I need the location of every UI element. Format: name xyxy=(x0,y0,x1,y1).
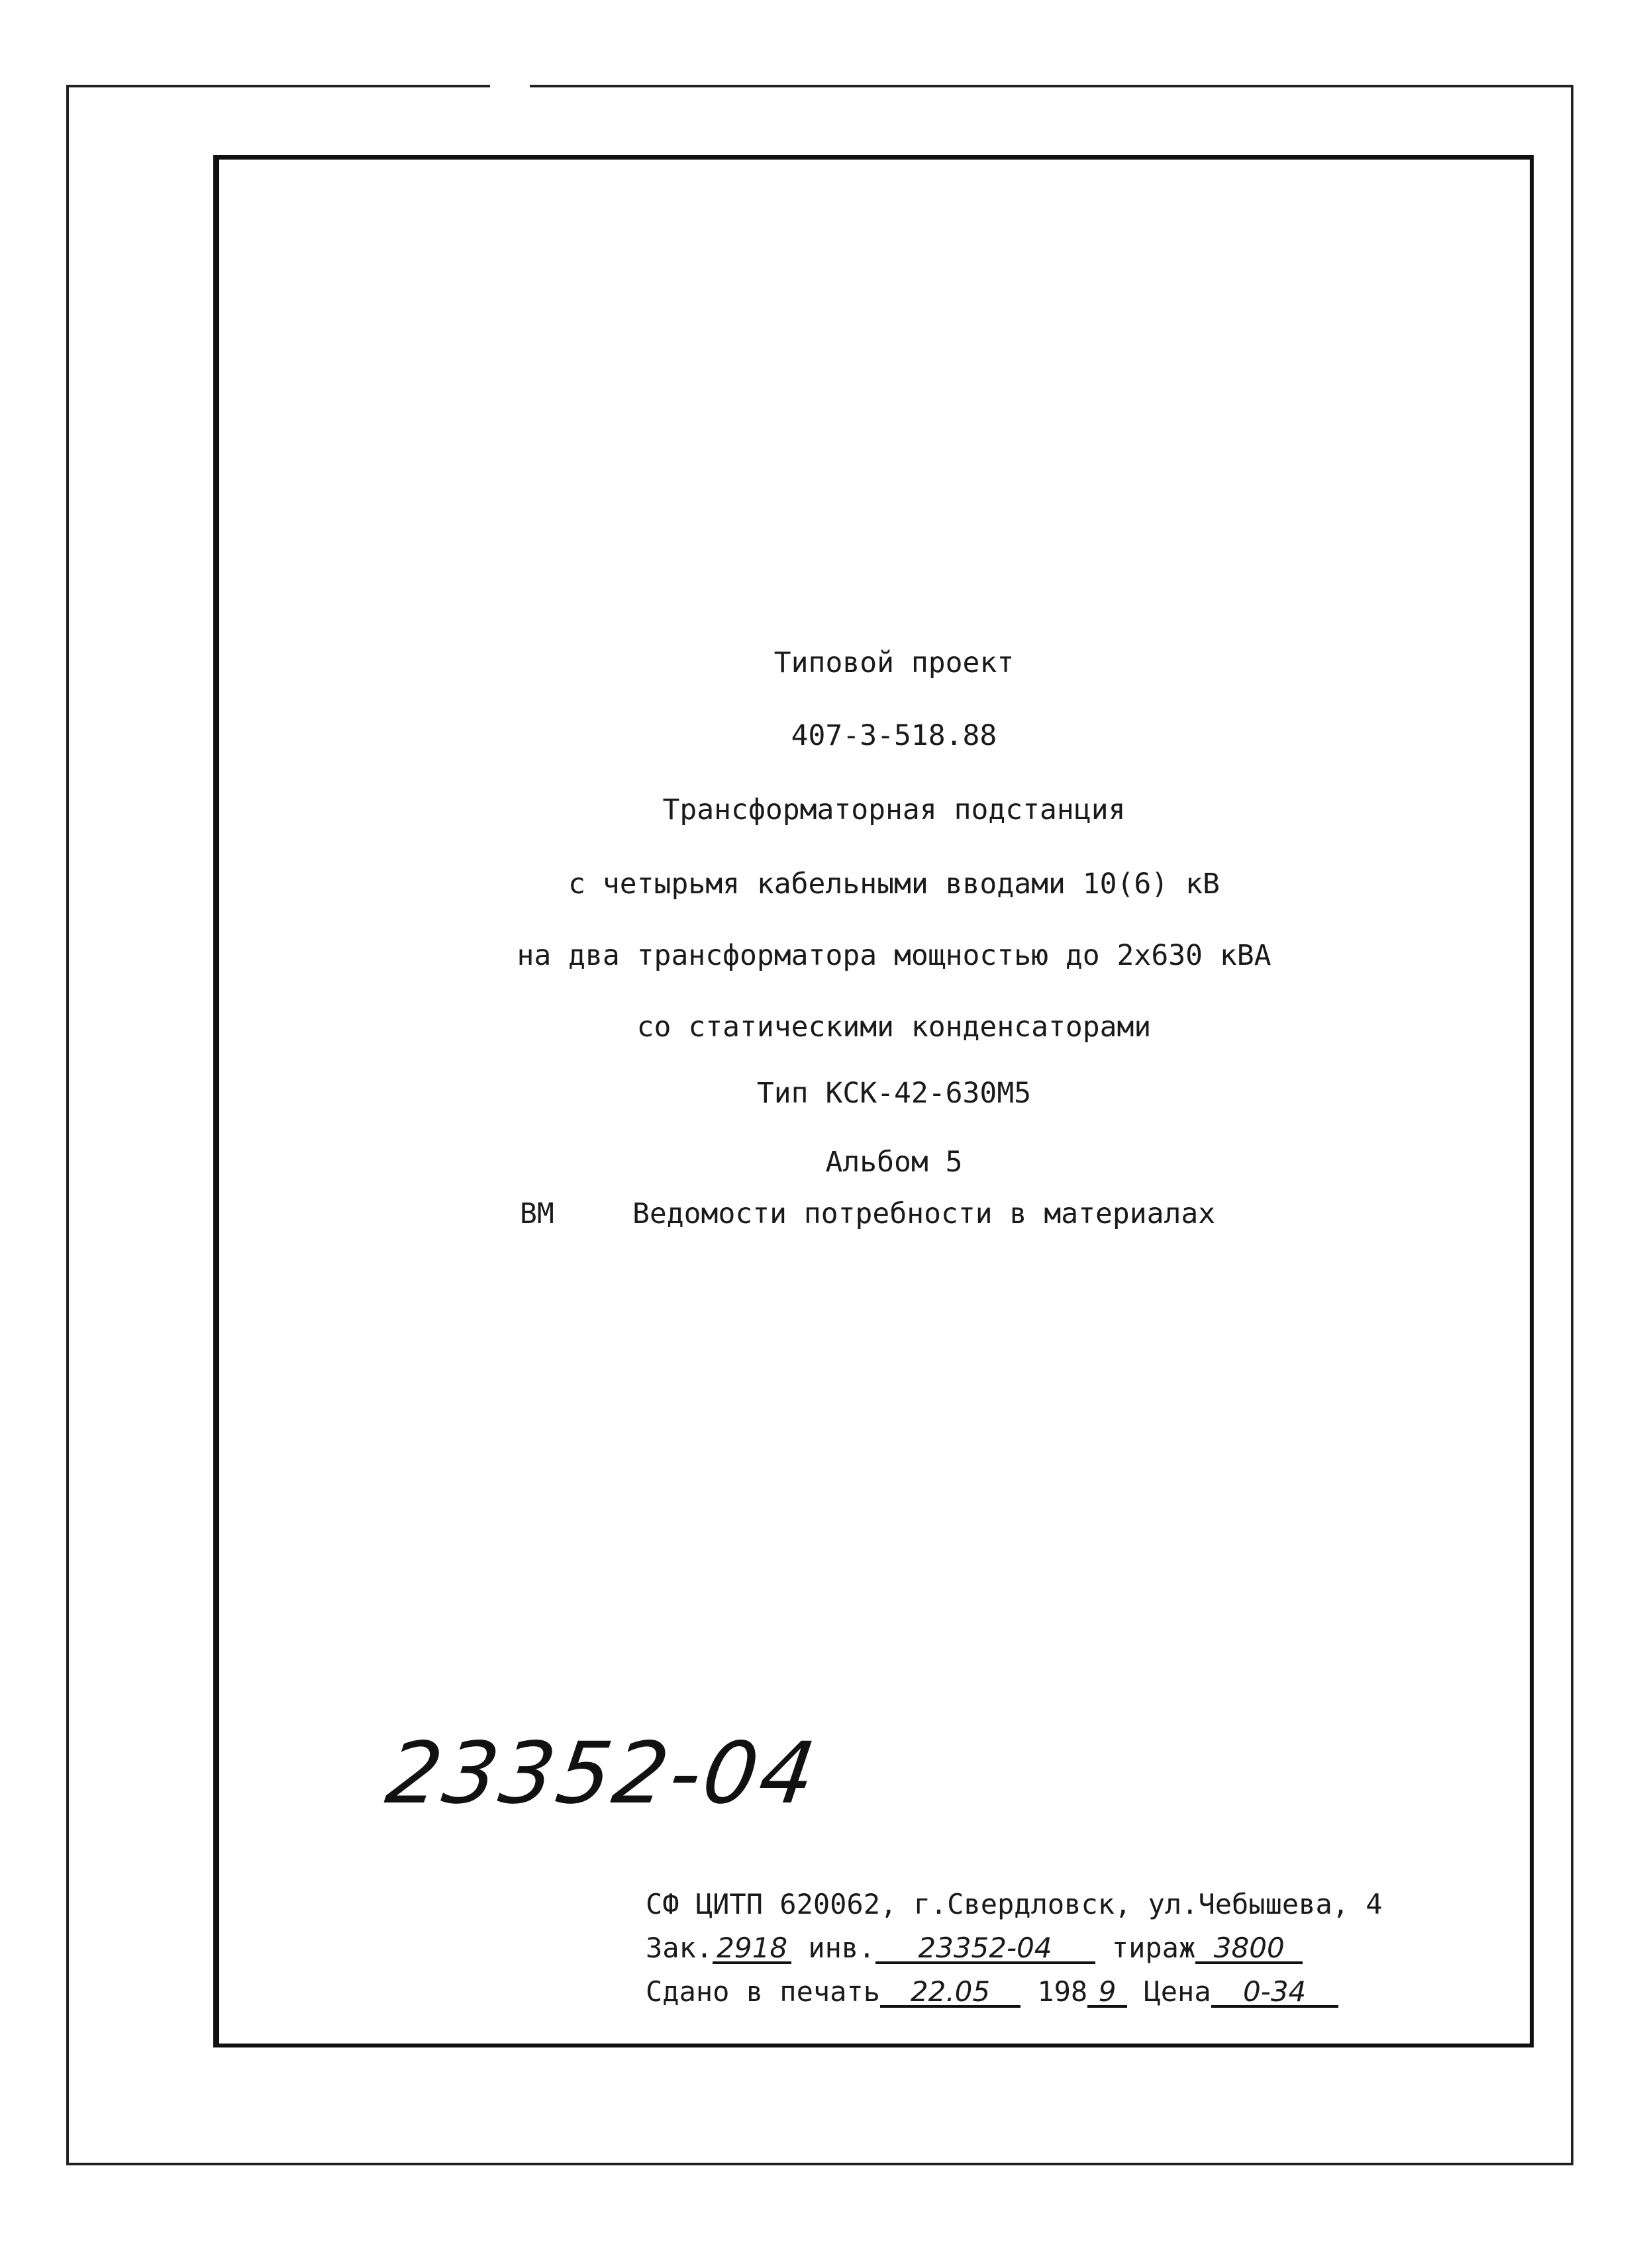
publisher-address: СФ ЦИТП 620062, г.Свердловск, ул.Чебышева, 4 xyxy=(646,1888,1383,1920)
print-label: Сдано в печать xyxy=(646,1975,881,2008)
album-number: Альбом 5 xyxy=(825,1146,963,1179)
run-value: 3800 xyxy=(1195,1935,1303,1964)
project-title-line-2: с четырьмя кабельными вводами 10(6) кВ xyxy=(568,867,1220,901)
section-title: Ведомости потребности в материалах xyxy=(632,1197,1216,1230)
frame-gap xyxy=(490,81,530,90)
price-label: Цена xyxy=(1144,1975,1211,2008)
section-line xyxy=(520,1197,1216,1230)
project-title-line-1: Трансформаторная подстанция xyxy=(662,793,1126,826)
price-value: 0-34 xyxy=(1211,1979,1338,2008)
run-label: тираж xyxy=(1111,1932,1196,1964)
print-date: 22.05 xyxy=(880,1979,1021,2008)
order-value: 2918 xyxy=(713,1935,791,1964)
project-type: Типовой проект xyxy=(773,646,1015,679)
year-prefix: 198 xyxy=(1037,1975,1088,2008)
project-title-line-3: на два трансформатора мощностью до 2х630 кВА xyxy=(517,939,1271,972)
order-label: Зак. xyxy=(646,1932,713,1964)
inv-label: инв. xyxy=(808,1932,875,1964)
handwritten-inventory-number: 23352-04 xyxy=(380,1724,824,1823)
project-number: 407-3-518.88 xyxy=(791,719,997,752)
inv-value: 23352-04 xyxy=(875,1935,1095,1964)
equipment-type: Тип КСК-42-630М5 xyxy=(756,1077,1032,1110)
section-code: ВМ xyxy=(520,1197,554,1230)
project-title-line-4: со статическими конденсаторами xyxy=(636,1011,1152,1044)
year-suffix: 9 xyxy=(1087,1979,1127,2008)
print-line xyxy=(646,1975,1338,2008)
order-line xyxy=(646,1934,1303,1964)
